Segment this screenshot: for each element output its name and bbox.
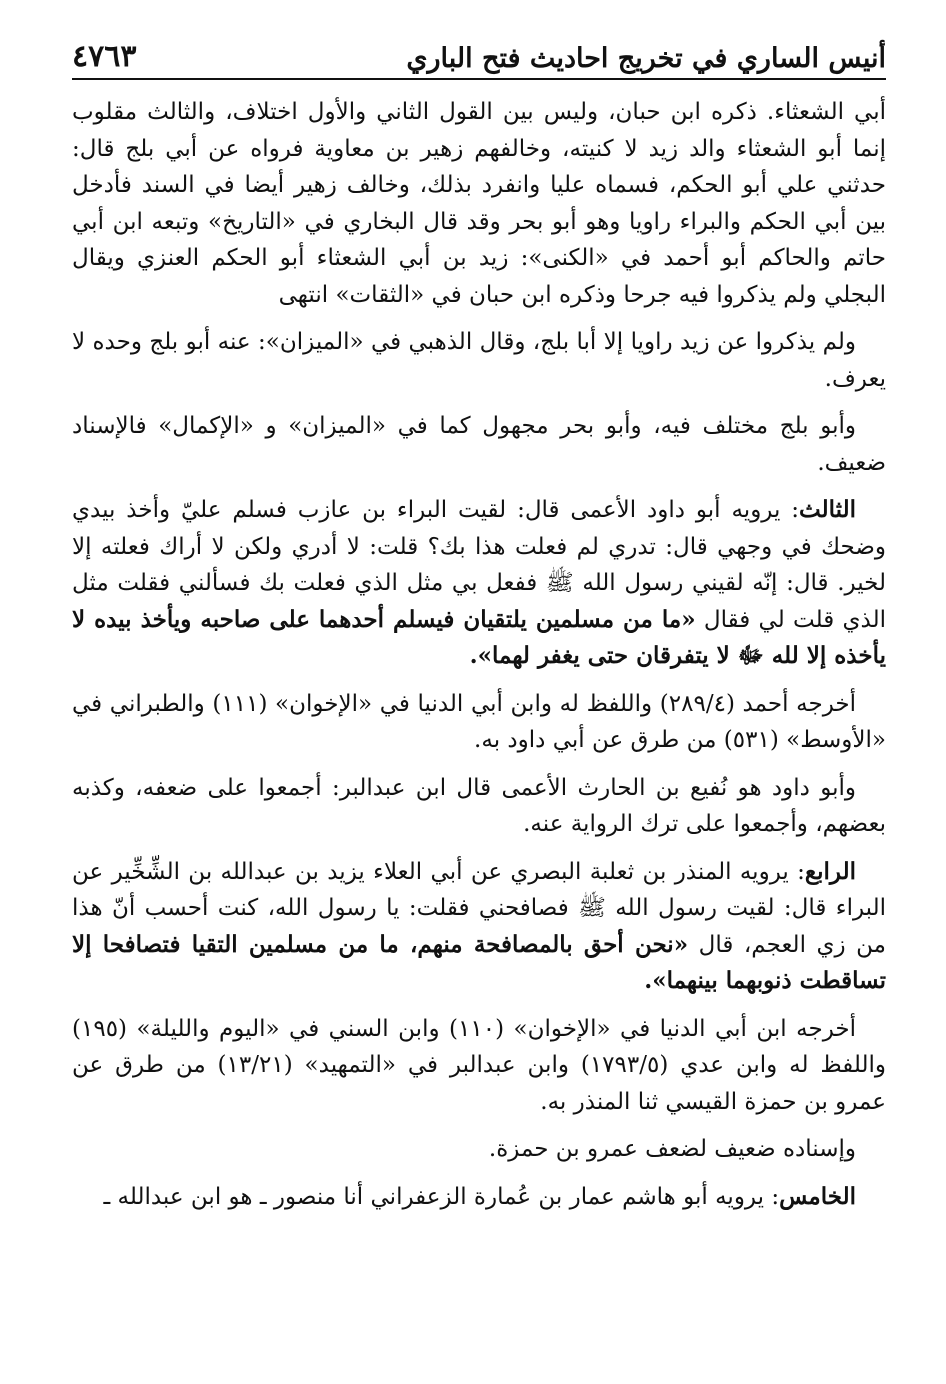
paragraph-text: : يرويه أبو داود الأعمى قال: لقيت البراء بن عازب فسلم عليّ وأخذ بيدي وضحك في وجهي قال: تدري لم فعلت هذا بك؟ قلت: لا أدري ولكن لا أراك فعلته إلا لخير. قال: إنّه لقيني رسول الله ﷺ ففعل بي مثل الذي فعلت بك فسألني فقلت مثل الذي قلت لي فقال — [72, 497, 886, 633]
paragraph — [72, 770, 886, 843]
paragraph-text: أخرجه أحمد (٢٨٩/٤) واللفظ له وابن أبي الدنيا في «الإخوان» (١١١) والطبراني في «الأوسط» (٥٣١) من طرق عن أبي داود به. — [72, 690, 886, 753]
paragraph-text: أخرجه ابن أبي الدنيا في «الإخوان» (١١٠) وابن السني في «اليوم والليلة» (١٩٥) واللفظ له وابن عدي (١٧٩٣/٥) وابن عبدالبر في «التمهيد» (١٣/٢١) من طرق عن عمرو بن حمزة القيسي ثنا المنذر به. — [72, 1015, 886, 1115]
running-header — [72, 30, 886, 80]
page-body — [72, 94, 886, 1215]
paragraph — [72, 94, 886, 313]
paragraph — [72, 686, 886, 759]
hadith-text: «ما من مسلمين يلتقيان فيسلم أحدهما على صاحبه ويأخذ بيده لا يأخذه إلا لله ﷻ لا يتفرقان حتى يغفر لهما». — [72, 605, 886, 669]
paragraph — [72, 1011, 886, 1121]
paragraph-text: : يرويه أبو هاشم عمار بن عُمارة الزعفراني أنا منصور ـ هو ابن عبدالله ـ — [103, 1183, 780, 1210]
paragraph-text: : يرويه المنذر بن ثعلبة البصري عن أبي العلاء يزيد بن عبدالله بن الشِّخِّير عن البراء قال: لقيت رسول الله ﷺ فصافحني فقلت: يا رسول الله، كنت أحسب أنّ هذا من زي العجم، قال — [72, 858, 886, 958]
paragraph-text: وأبو داود هو نُفيع بن الحارث الأعمى قال ابن عبدالبر: أجمعوا على ضعفه، وكذبه بعضهم، وأجمعوا على ترك الرواية عنه. — [72, 774, 886, 837]
section-lead: الثالث — [799, 496, 856, 523]
section-lead: الخامس — [779, 1182, 856, 1210]
paragraph-text: وإسناده ضعيف لضعف عمرو بن حمزة. — [488, 1136, 856, 1162]
paragraph-text: وأبو بلج مختلف فيه، وأبو بحر مجهول كما في «الميزان» و «الإكمال» فالإسناد ضعيف. — [72, 413, 886, 476]
page-number: ٤٧٦٣ — [72, 39, 137, 74]
paragraph — [72, 492, 886, 675]
paragraph — [72, 408, 886, 481]
paragraph — [72, 1131, 886, 1168]
section-lead: الرابع — [804, 857, 856, 885]
paragraph — [72, 324, 886, 397]
paragraph-text: ولم يذكروا عن زيد راويا إلا أبا بلج، وقال الذهبي في «الميزان»: عنه أبو بلج وحده لا يعرف. — [72, 329, 886, 392]
paragraph — [72, 854, 886, 1000]
paragraph — [72, 1179, 886, 1216]
book-title: أنيس الساري في تخريج احاديث فتح الباري — [406, 43, 886, 74]
paragraph-text: أبي الشعثاء. ذكره ابن حبان، وليس بين القول الثاني والأول اختلاف، والثالث مقلوب إنما أبو الشعثاء والد زيد لا كنيته، وخالفهم زهير بن معاوية فرواه عن أبي بلج قال: حدثني علي أبو الحكم، فسماه عليا وانفرد بذلك، وخالف زهير أيضا في السند فأدخل بين أبي الحكم والبراء راويا وهو أبو بحر وقد قال البخاري في «التاريخ» وتبعه ابن أبي حاتم والحاكم أبو أحمد في «الكنى»: زيد بن أبي الشعثاء أبو الحكم العنزي ويقال البجلي ولم يذكروا فيه جرحا وذكره ابن حبان في «الثقات» انتهى — [72, 99, 886, 308]
hadith-text: «نحن أحق بالمصافحة منهم، ما من مسلمين التقيا فتصافحا إلا تساقطت ذنوبهما بينهما». — [72, 930, 886, 994]
